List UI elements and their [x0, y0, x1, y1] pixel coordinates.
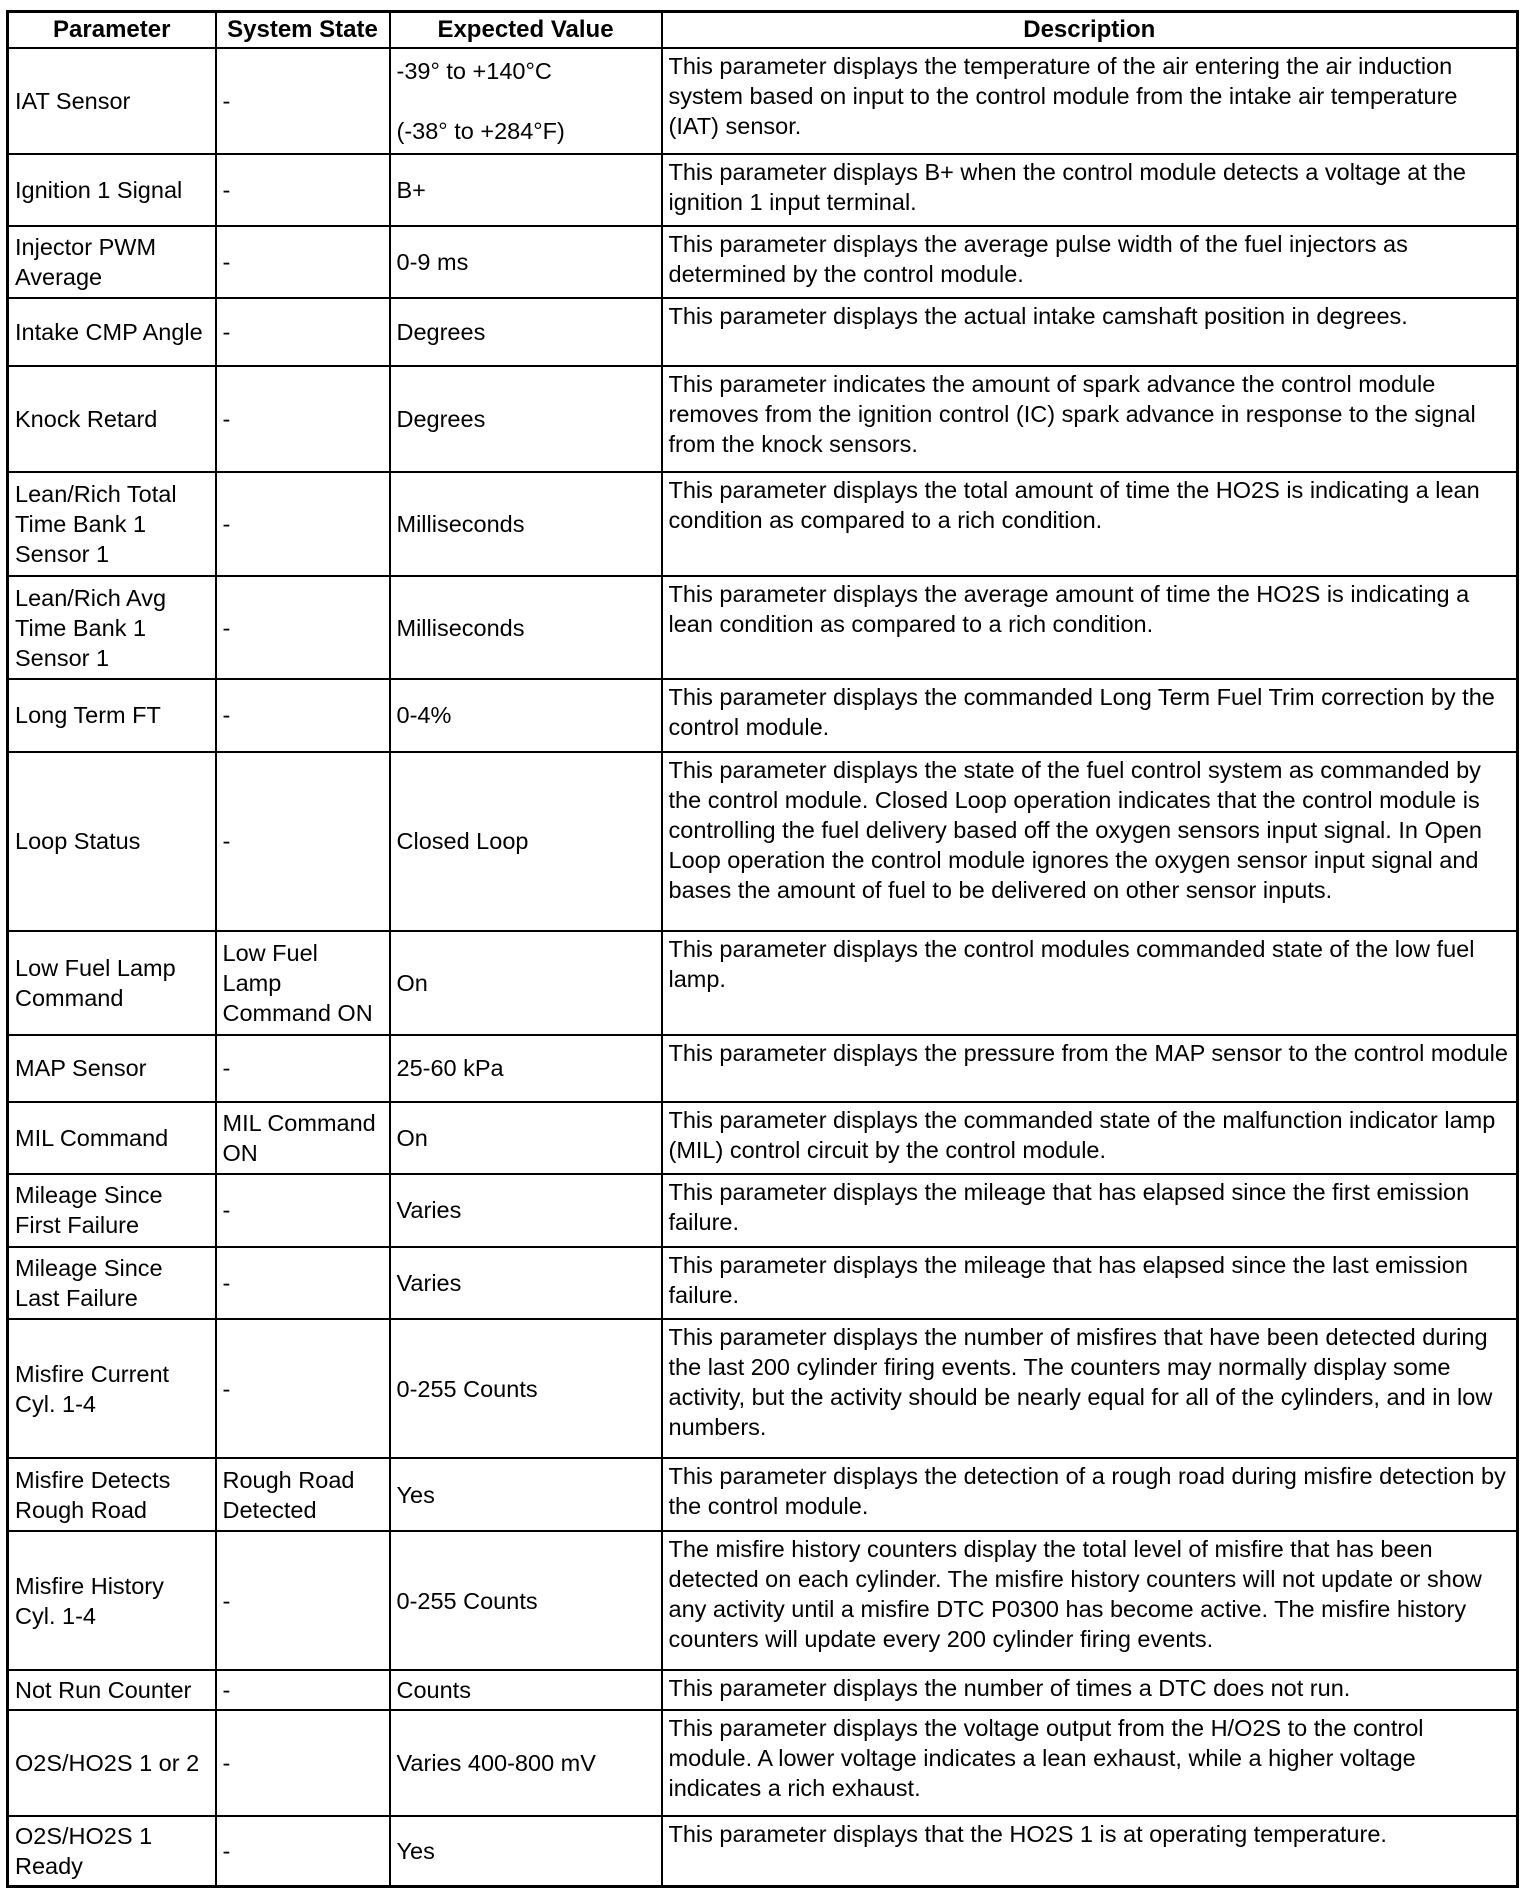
cell-system-state: -: [216, 1174, 390, 1246]
table-row: [8, 48, 1518, 154]
cell-parameter: Misfire Detects Rough Road: [8, 1458, 216, 1530]
cell-expected-value: Degrees: [390, 366, 662, 472]
cell-expected-value: Milliseconds: [390, 472, 662, 576]
table-row: [8, 226, 1518, 298]
cell-parameter: Low Fuel Lamp Command: [8, 931, 216, 1035]
table-row: [8, 1816, 1518, 1887]
cell-parameter: Long Term FT: [8, 679, 216, 751]
cell-parameter: O2S/HO2S 1 Ready: [8, 1816, 216, 1887]
cell-description: This parameter displays the control modules commanded state of the low fuel lamp.: [662, 931, 1518, 1035]
table-row: [8, 576, 1518, 680]
cell-description: This parameter displays the commanded state of the malfunction indicator lamp (MIL) control circuit by the control module.: [662, 1102, 1518, 1174]
table-row: [8, 1247, 1518, 1319]
cell-parameter: IAT Sensor: [8, 48, 216, 154]
cell-expected-value: On: [390, 931, 662, 1035]
cell-system-state: Low Fuel Lamp Command ON: [216, 931, 390, 1035]
header-system-state: System State: [216, 12, 390, 49]
cell-expected-value: 0-255 Counts: [390, 1319, 662, 1459]
cell-parameter: Knock Retard: [8, 366, 216, 472]
cell-description: This parameter displays the number of misfires that have been detected during the last 200 cylinder firing events. The counters may normally display some activity, but the activity should be nearly equal for all of the cylinders, and in low numbers.: [662, 1319, 1518, 1459]
cell-expected-value: Closed Loop: [390, 752, 662, 931]
cell-description: This parameter displays B+ when the control module detects a voltage at the ignition 1 input terminal.: [662, 154, 1518, 226]
cell-system-state: -: [216, 1319, 390, 1459]
header-description: Description: [662, 12, 1518, 49]
cell-system-state: -: [216, 576, 390, 680]
cell-description: This parameter displays the detection of a rough road during misfire detection by the control module.: [662, 1458, 1518, 1530]
cell-parameter: Loop Status: [8, 752, 216, 931]
cell-expected-value: Degrees: [390, 298, 662, 366]
header-parameter: Parameter: [8, 12, 216, 49]
cell-system-state: -: [216, 679, 390, 751]
table-row: [8, 1710, 1518, 1816]
cell-expected-value: 25-60 kPa: [390, 1035, 662, 1103]
cell-description: This parameter displays the mileage that has elapsed since the first emission failure.: [662, 1174, 1518, 1246]
table-row: [8, 1174, 1518, 1246]
table-row: [8, 472, 1518, 576]
cell-description: This parameter indicates the amount of spark advance the control module removes from the ignition control (IC) spark advance in response to the signal from the knock sensors.: [662, 366, 1518, 472]
table-row: [8, 1035, 1518, 1103]
cell-system-state: -: [216, 366, 390, 472]
cell-parameter: Ignition 1 Signal: [8, 154, 216, 226]
table-row: [8, 1458, 1518, 1530]
table-row: [8, 366, 1518, 472]
cell-system-state: -: [216, 1816, 390, 1887]
cell-system-state: -: [216, 1531, 390, 1671]
parameter-table: [6, 10, 1519, 1888]
cell-description: This parameter displays that the HO2S 1 is at operating temperature.: [662, 1816, 1518, 1887]
cell-parameter: Misfire History Cyl. 1-4: [8, 1531, 216, 1671]
cell-system-state: -: [216, 154, 390, 226]
cell-description: This parameter displays the number of times a DTC does not run.: [662, 1670, 1518, 1709]
table-row: [8, 1319, 1518, 1459]
cell-expected-value: Counts: [390, 1670, 662, 1709]
cell-expected-value: B+: [390, 154, 662, 226]
cell-parameter: Intake CMP Angle: [8, 298, 216, 366]
cell-parameter: Lean/Rich Total Time Bank 1 Sensor 1: [8, 472, 216, 576]
cell-description: This parameter displays the pressure from the MAP sensor to the control module: [662, 1035, 1518, 1103]
cell-expected-value: Varies 400-800 mV: [390, 1710, 662, 1816]
cell-parameter: Mileage Since First Failure: [8, 1174, 216, 1246]
cell-system-state: -: [216, 1247, 390, 1319]
cell-system-state: -: [216, 1670, 390, 1709]
cell-parameter: O2S/HO2S 1 or 2: [8, 1710, 216, 1816]
table-row: [8, 679, 1518, 751]
cell-parameter: MAP Sensor: [8, 1035, 216, 1103]
cell-system-state: -: [216, 48, 390, 154]
cell-description: This parameter displays the average pulse width of the fuel injectors as determined by the control module.: [662, 226, 1518, 298]
cell-parameter: Not Run Counter: [8, 1670, 216, 1709]
cell-system-state: -: [216, 472, 390, 576]
cell-expected-value: Varies: [390, 1247, 662, 1319]
cell-expected-value: On: [390, 1102, 662, 1174]
cell-parameter: Injector PWM Average: [8, 226, 216, 298]
cell-system-state: -: [216, 752, 390, 931]
table-row: [8, 1670, 1518, 1709]
table-row: [8, 931, 1518, 1035]
cell-parameter: MIL Command: [8, 1102, 216, 1174]
header-expected-value: Expected Value: [390, 12, 662, 49]
table-row: [8, 298, 1518, 366]
cell-description: This parameter displays the state of the fuel control system as commanded by the control module. Closed Loop operation indicates that the control module is controlling the fuel delivery based off the oxygen sensors input signal. In Open Loop operation the control module ignores the oxygen sensor input signal and bases the amount of fuel to be delivered on other sensor inputs.: [662, 752, 1518, 931]
cell-system-state: -: [216, 1035, 390, 1103]
cell-system-state: Rough Road Detected: [216, 1458, 390, 1530]
cell-expected-value: Milliseconds: [390, 576, 662, 680]
cell-description: This parameter displays the voltage output from the H/O2S to the control module. A lower voltage indicates a lean exhaust, while a higher voltage indicates a rich exhaust.: [662, 1710, 1518, 1816]
cell-system-state: -: [216, 1710, 390, 1816]
cell-system-state: -: [216, 298, 390, 366]
cell-system-state: MIL Command ON: [216, 1102, 390, 1174]
table-row: [8, 1531, 1518, 1671]
cell-system-state: -: [216, 226, 390, 298]
table-header-row: [8, 12, 1518, 49]
cell-parameter: Misfire Current Cyl. 1-4: [8, 1319, 216, 1459]
cell-description: The misfire history counters display the total level of misfire that has been detected on each cylinder. The misfire history counters will not update or show any activity until a misfire DTC P0300 has become active. The misfire history counters will update every 200 cylinder firing events.: [662, 1531, 1518, 1671]
cell-description: This parameter displays the total amount of time the HO2S is indicating a lean condition as compared to a rich condition.: [662, 472, 1518, 576]
cell-expected-value: Varies: [390, 1174, 662, 1246]
cell-description: This parameter displays the commanded Long Term Fuel Trim correction by the control module.: [662, 679, 1518, 751]
cell-expected-value: 0-255 Counts: [390, 1531, 662, 1671]
cell-description: This parameter displays the average amount of time the HO2S is indicating a lean condition as compared to a rich condition.: [662, 576, 1518, 680]
table-row: [8, 752, 1518, 931]
table-row: [8, 1102, 1518, 1174]
cell-description: This parameter displays the mileage that has elapsed since the last emission failure.: [662, 1247, 1518, 1319]
cell-expected-value: Yes: [390, 1816, 662, 1887]
cell-parameter: Lean/Rich Avg Time Bank 1 Sensor 1: [8, 576, 216, 680]
cell-parameter: Mileage Since Last Failure: [8, 1247, 216, 1319]
cell-description: This parameter displays the temperature of the air entering the air induction system based on input to the control module from the intake air temperature (IAT) sensor.: [662, 48, 1518, 154]
table-row: [8, 154, 1518, 226]
cell-expected-value: 0-4%: [390, 679, 662, 751]
cell-description: This parameter displays the actual intake camshaft position in degrees.: [662, 298, 1518, 366]
cell-expected-value: -39° to +140°C (-38° to +284°F): [390, 48, 662, 154]
cell-expected-value: 0-9 ms: [390, 226, 662, 298]
cell-expected-value: Yes: [390, 1458, 662, 1530]
